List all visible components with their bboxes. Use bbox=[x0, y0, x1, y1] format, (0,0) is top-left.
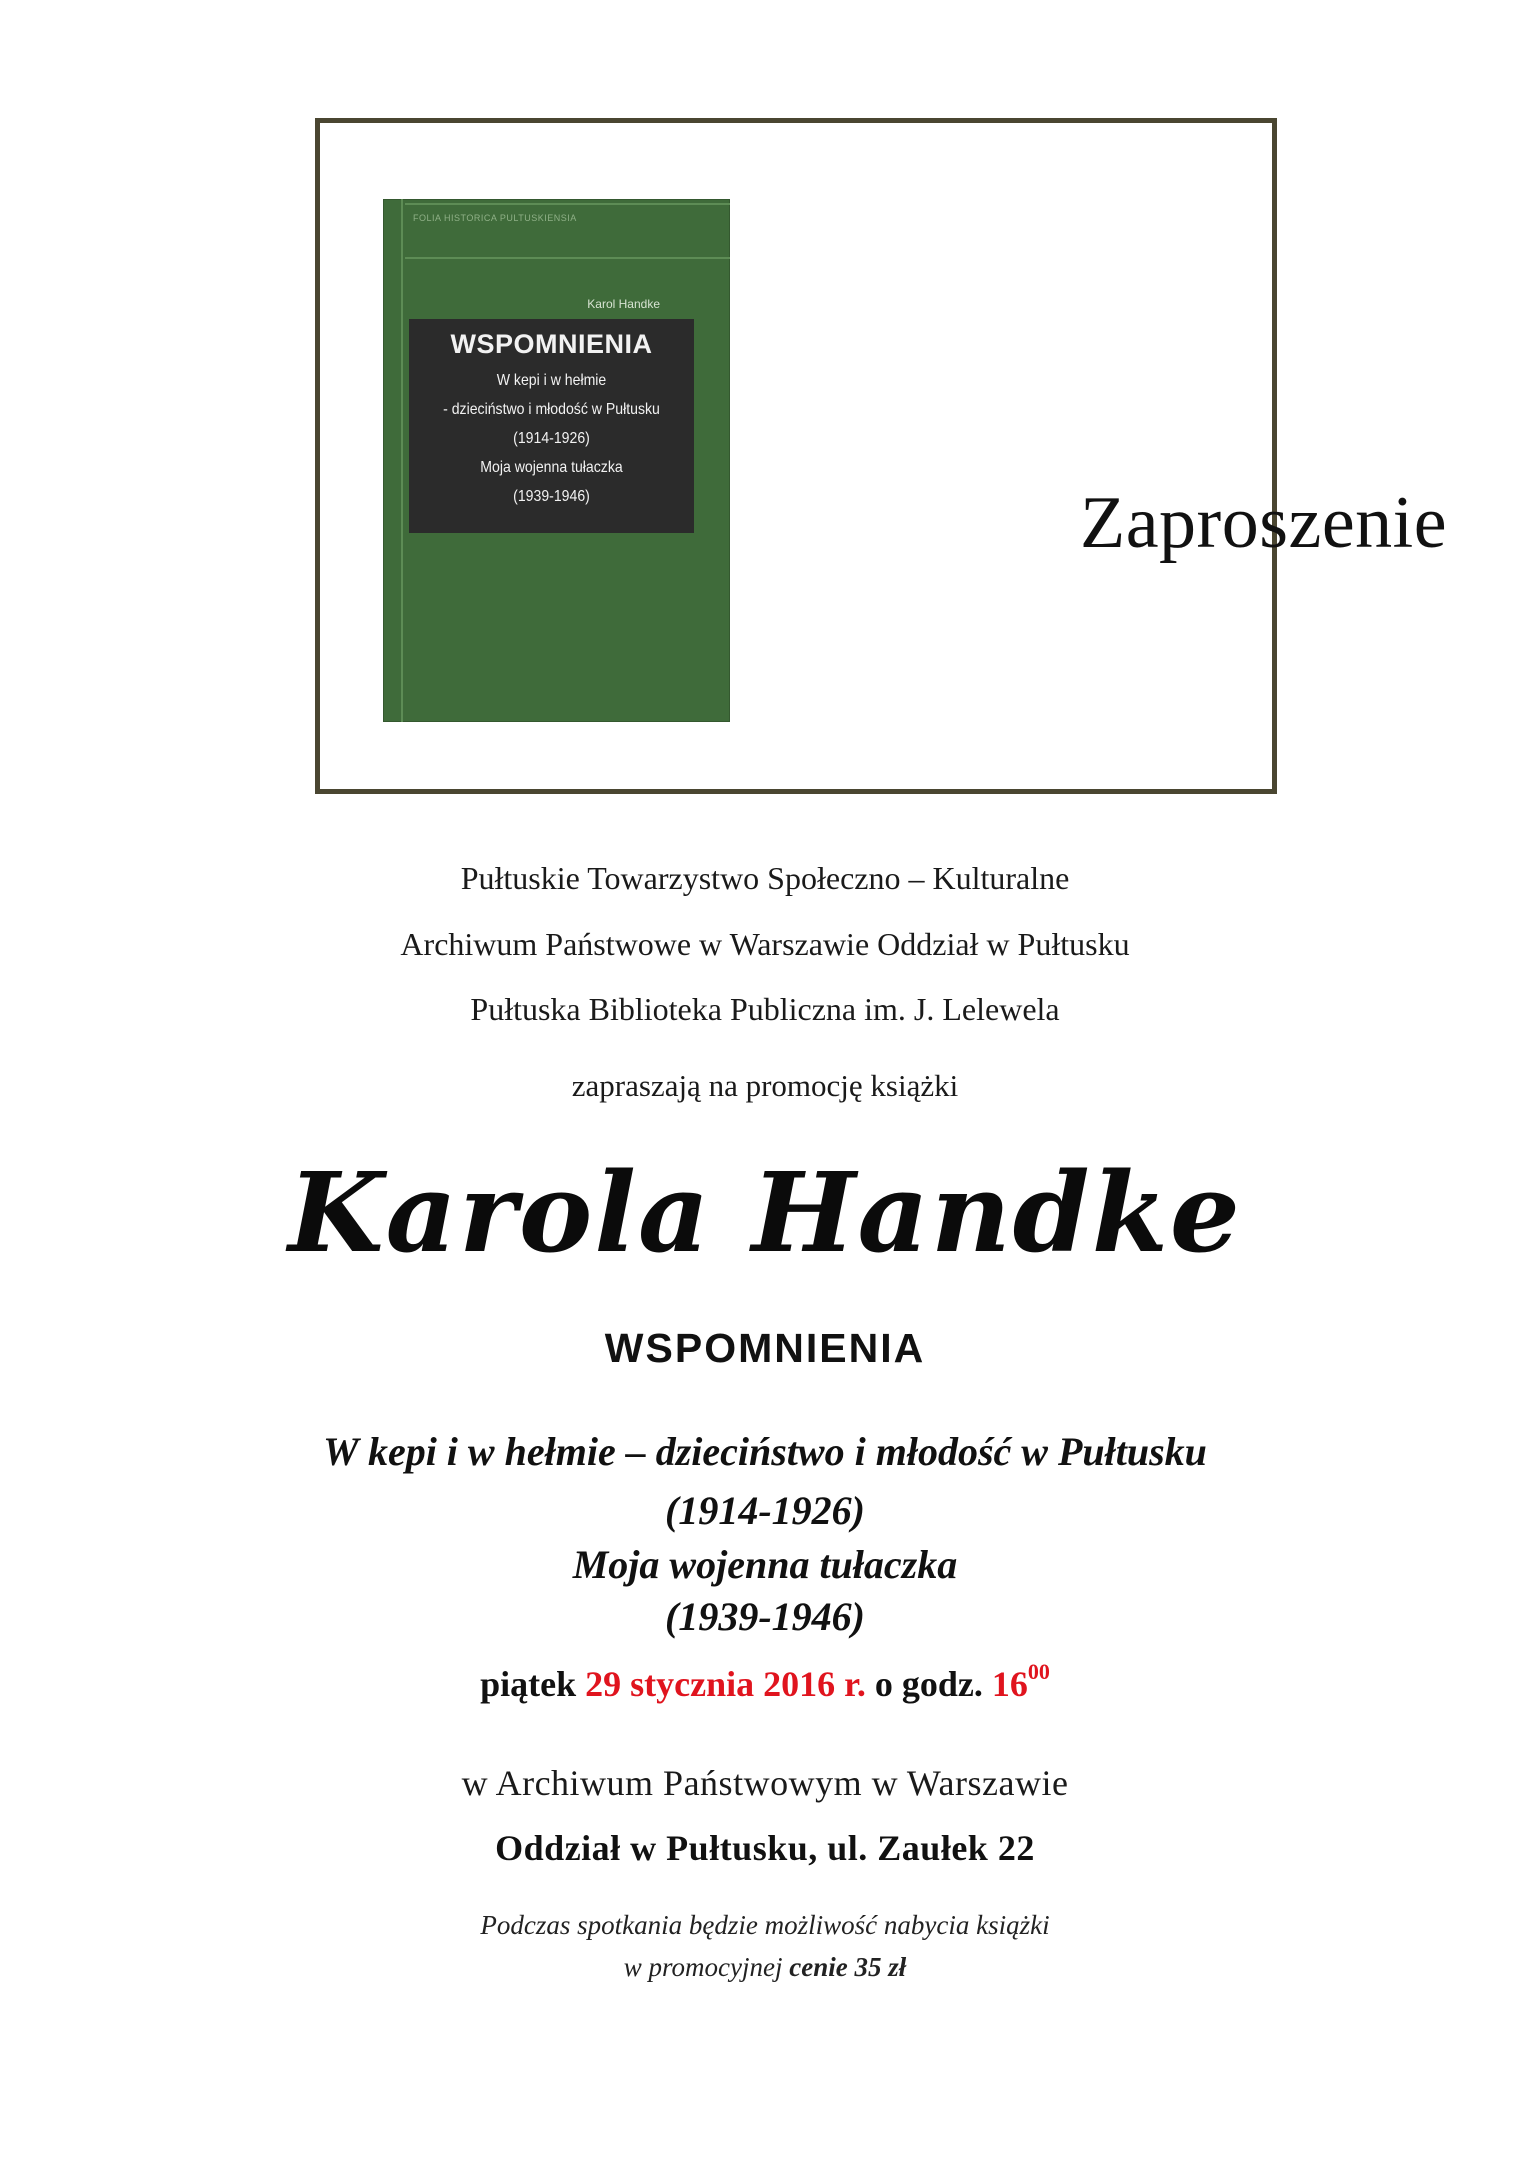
venue-line: w Archiwum Państwowym w Warszawie bbox=[461, 1763, 1069, 1803]
subtitle-line: (1939-1946) bbox=[665, 1594, 865, 1639]
event-day: piątek bbox=[480, 1664, 577, 1704]
event-at: o godz. bbox=[874, 1664, 983, 1704]
subtitle-line: Moja wojenna tułaczka bbox=[572, 1542, 958, 1587]
event-minutes: 00 bbox=[1027, 1659, 1050, 1684]
note-line bbox=[0, 1952, 1530, 1983]
book-cover-subtitle-line: - dzieciństwo i młodość w Pułtusku bbox=[443, 401, 660, 418]
invite-text: zapraszają na promocję książki bbox=[571, 1068, 959, 1103]
note-price: cenie 35 zł bbox=[789, 1952, 907, 1982]
organizer-line: Pułtuskie Towarzystwo Społeczno – Kulturalne bbox=[460, 860, 1070, 896]
book-cover-author: Karol Handke bbox=[587, 297, 660, 311]
book-cover-title-panel bbox=[409, 319, 694, 533]
book-cover-title: WSPOMNIENIA bbox=[450, 329, 653, 359]
invitation-title: Zaproszenie bbox=[1080, 482, 1448, 564]
organizer-line: Pułtuska Biblioteka Publiczna im. J. Lelewela bbox=[470, 991, 1060, 1027]
book-cover-subtitle-line: (1914-1926) bbox=[513, 430, 590, 447]
book-spine bbox=[401, 199, 403, 722]
book-title: WSPOMNIENIA bbox=[604, 1325, 926, 1371]
book-cover-subtitle-line: Moja wojenna tułaczka bbox=[480, 459, 623, 476]
event-time bbox=[991, 1659, 1050, 1704]
book-cover-image bbox=[383, 199, 730, 722]
subtitle-line: (1914-1926) bbox=[665, 1488, 865, 1533]
subtitle-line: W kepi i w hełmie – dzieciństwo i młodość w Pułtusku bbox=[323, 1429, 1207, 1474]
note-prefix: w promocyjnej bbox=[623, 1952, 783, 1982]
book-series-label: FOLIA HISTORICA PULTUSKIENSIA bbox=[413, 213, 577, 223]
author-name: Karola Handke bbox=[288, 1148, 1242, 1277]
event-date-line bbox=[0, 1659, 1530, 1705]
event-hour: 16 bbox=[991, 1664, 1028, 1704]
venue-address: Oddział w Pułtusku, ul. Zaułek 22 bbox=[495, 1828, 1035, 1868]
book-cover-subtitle-line: W kepi i w hełmie bbox=[496, 372, 607, 389]
book-series-band bbox=[405, 203, 730, 259]
event-date: 29 stycznia 2016 r. bbox=[585, 1664, 866, 1704]
header-frame bbox=[315, 118, 1448, 794]
organizer-line: Archiwum Państwowe w Warszawie Oddział w Pułtusku bbox=[400, 926, 1130, 962]
note-line: Podczas spotkania będzie możliwość nabycia książki bbox=[480, 1910, 1050, 1940]
book-cover-subtitle-line: (1939-1946) bbox=[513, 488, 590, 505]
